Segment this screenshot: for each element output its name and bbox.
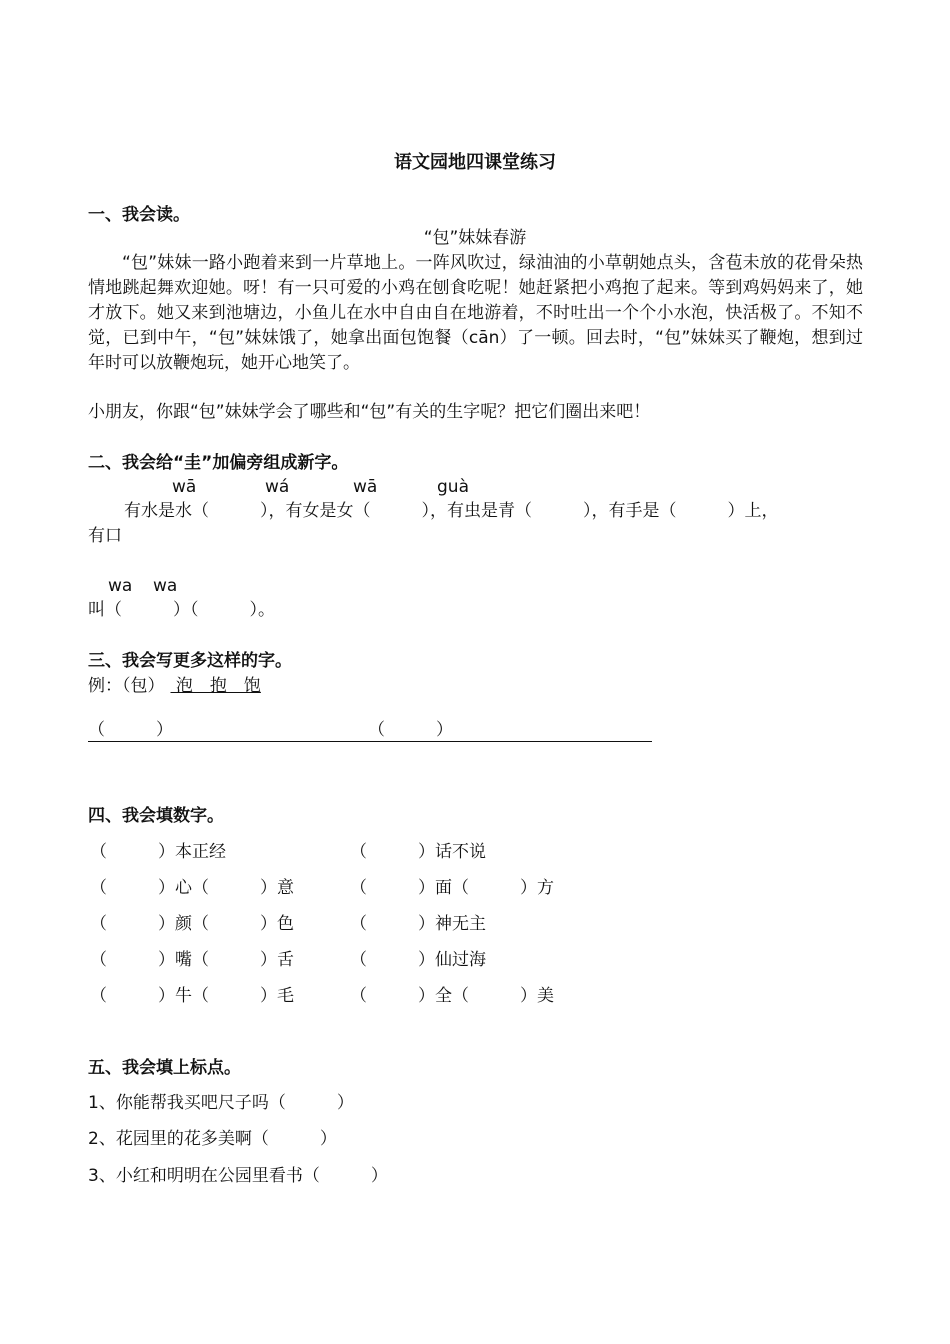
punctuation-item-3: 3、小红和明明在公园里看书（ ） xyxy=(88,1166,388,1186)
pinyin-wa-2: wá xyxy=(265,477,290,497)
punctuation-item-1: 1、你能帮我买吧尺子吗（ ） xyxy=(88,1093,354,1113)
section3-heading: 三、我会写更多这样的字。 xyxy=(88,651,292,671)
idiom-row-1-right: （ ）话不说 xyxy=(350,842,486,862)
section3-example xyxy=(88,676,267,696)
section1-heading: 一、我会读。 xyxy=(88,205,190,225)
idiom-row-1-left: （ ）本正经 xyxy=(90,842,226,862)
idiom-row-5-left: （ ）牛（ ）毛 xyxy=(90,986,294,1006)
pinyin-wa-5: wa xyxy=(153,576,178,596)
pinyin-wa-1: wā xyxy=(172,477,197,497)
answer-line xyxy=(88,741,652,742)
pinyin-wa-4: wa xyxy=(108,576,133,596)
example-prefix: 例：（包） xyxy=(88,676,165,696)
pinyin-wa-3: wā xyxy=(353,477,378,497)
section1-question: 小朋友，你跟“包”妹妹学会了哪些和“包”有关的生字呢？把它们圈出来吧！ xyxy=(88,402,651,422)
section2-sentence-c: 叫（ ）（ ）。 xyxy=(88,600,275,620)
idiom-row-3-right: （ ）神无主 xyxy=(350,914,486,934)
blank-left: （ ） xyxy=(88,720,173,740)
section5-heading: 五、我会填上标点。 xyxy=(88,1058,241,1078)
idiom-row-4-left: （ ）嘴（ ）舌 xyxy=(90,950,294,970)
idiom-row-2-right: （ ）面（ ）方 xyxy=(350,878,554,898)
section4-heading: 四、我会填数字。 xyxy=(88,806,224,826)
section2-heading: 二、我会给“圭”加偏旁组成新字。 xyxy=(88,453,349,473)
story-title: “包”妹妹春游 xyxy=(423,228,527,248)
idiom-row-5-right: （ ）全（ ）美 xyxy=(350,986,554,1006)
story-paragraph: “包”妹妹一路小跑着来到一片草地上。一阵风吹过，绿油油的小草朝她点头，含苞未放的花骨朵热情地跳起舞欢迎她。呀！有一只可爱的小鸡在刨食吃呢！她赶紧把小鸡抱了起来。等到鸡妈妈来了，她才放下。她又来到池塘边，小鱼儿在水中自由自在地游着，不时吐出一个个小水泡，快活极了。不知不觉，已到中午，“包”妹妹饿了，她拿出面包饱餐（cān）了一顿。回去时，“包”妹妹买了鞭炮，想到过年时可以放鞭炮玩，她开心地笑了。 xyxy=(88,253,863,373)
idiom-row-2-left: （ ）心（ ）意 xyxy=(90,878,294,898)
pinyin-gua: guà xyxy=(437,477,469,497)
idiom-row-4-right: （ ）仙过海 xyxy=(350,950,486,970)
page-title: 语文园地四课堂练习 xyxy=(394,152,556,173)
punctuation-item-2: 2、花园里的花多美啊（ ） xyxy=(88,1129,337,1149)
blank-right: （ ） xyxy=(368,720,453,740)
section2-sentence-b: 有口 xyxy=(88,526,122,546)
section2-sentence-a: 有水是水（ ），有女是女（ ），有虫是青（ ），有手是（ ）上， xyxy=(124,501,779,521)
idiom-row-3-left: （ ）颜（ ）色 xyxy=(90,914,294,934)
example-chars: 泡 抱 饱 xyxy=(170,676,261,696)
